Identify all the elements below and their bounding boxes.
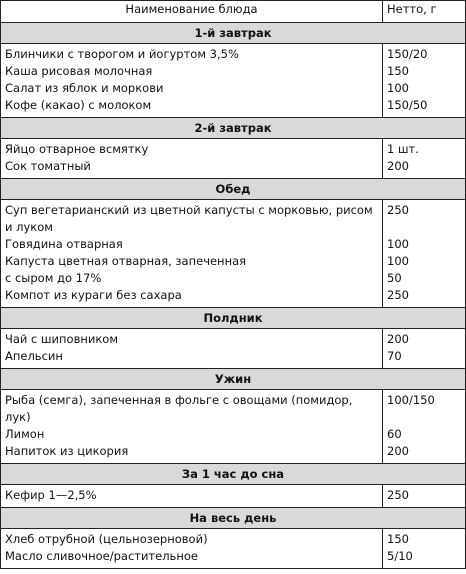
section-header xyxy=(1,23,466,44)
table-row xyxy=(1,270,466,287)
spacer-cell xyxy=(1,565,383,569)
dish-net-weight: 100 xyxy=(383,80,466,97)
table-row xyxy=(1,97,466,114)
spacer-cell xyxy=(383,565,466,569)
dish-name: Напиток из цикория xyxy=(1,443,383,460)
table-row xyxy=(1,531,466,548)
dish-name: Хлеб отрубной (цельнозерновой) xyxy=(1,531,383,548)
section-header xyxy=(1,464,466,485)
table-row xyxy=(1,63,466,80)
dish-net-weight: 150 xyxy=(383,63,466,80)
section-header xyxy=(1,308,466,329)
dish-name: Кефир 1—2,5% xyxy=(1,487,383,504)
dish-name: с сыром до 17% xyxy=(1,270,383,287)
section-title: Обед xyxy=(1,179,466,200)
table-row xyxy=(1,392,466,426)
dish-name: Компот из кураги без сахара xyxy=(1,287,383,304)
section-header xyxy=(1,369,466,390)
table-row xyxy=(1,46,466,63)
table-row xyxy=(1,443,466,460)
table-row xyxy=(1,348,466,365)
section-title: На весь день xyxy=(1,508,466,529)
dish-name: Яйцо отварное всмятку xyxy=(1,141,383,158)
dish-net-weight: 1 шт. xyxy=(383,141,466,158)
dish-name: Кофе (какао) с молоком xyxy=(1,97,383,114)
dish-name: Каша рисовая молочная xyxy=(1,63,383,80)
dish-name: Апельсин xyxy=(1,348,383,365)
dish-net-weight: 200 xyxy=(383,158,466,175)
table-row xyxy=(1,287,466,304)
dish-name: Масло сливочное/растительное xyxy=(1,548,383,565)
section-title: 2-й завтрак xyxy=(1,118,466,139)
dish-net-weight: 60 xyxy=(383,426,466,443)
dish-name: Рыба (семга), запеченная в фольге с овощами (помидор, лук) xyxy=(1,392,383,426)
table-row xyxy=(1,80,466,97)
section-title: За 1 час до сна xyxy=(1,464,466,485)
dish-name: Капуста цветная отварная, запеченная xyxy=(1,253,383,270)
table-row xyxy=(1,548,466,565)
section-header xyxy=(1,508,466,529)
dish-net-weight: 70 xyxy=(383,348,466,365)
table-row xyxy=(1,253,466,270)
table-row xyxy=(1,236,466,253)
section-title: 1-й завтрак xyxy=(1,23,466,44)
dish-net-weight: 200 xyxy=(383,331,466,348)
dish-net-weight: 100/150 xyxy=(383,392,466,426)
dish-net-weight: 100 xyxy=(383,253,466,270)
table-row xyxy=(1,331,466,348)
table-row xyxy=(1,158,466,175)
dish-net-weight: 250 xyxy=(383,487,466,504)
dish-name: Суп вегетарианский из цветной капусты с морковью, рисом и луком xyxy=(1,202,383,236)
section-title: Ужин xyxy=(1,369,466,390)
dish-net-weight: 150/20 xyxy=(383,46,466,63)
header-net: Нетто, г xyxy=(383,1,466,23)
table-row xyxy=(1,426,466,443)
section-end xyxy=(1,565,466,569)
table-row xyxy=(1,487,466,504)
dish-net-weight: 150/50 xyxy=(383,97,466,114)
table-header-row xyxy=(1,1,466,23)
dish-name: Чай с шиповником xyxy=(1,331,383,348)
header-name: Наименование блюда xyxy=(1,1,383,23)
dish-name: Говядина отварная xyxy=(1,236,383,253)
section-header xyxy=(1,179,466,200)
table-row xyxy=(1,141,466,158)
dish-net-weight: 200 xyxy=(383,443,466,460)
dish-net-weight: 5/10 xyxy=(383,548,466,565)
dish-net-weight: 250 xyxy=(383,287,466,304)
dish-net-weight: 50 xyxy=(383,270,466,287)
dish-name: Салат из яблок и моркови xyxy=(1,80,383,97)
dish-name: Блинчики с творогом и йогуртом 3,5% xyxy=(1,46,383,63)
section-header xyxy=(1,118,466,139)
dish-name: Лимон xyxy=(1,426,383,443)
dish-net-weight: 150 xyxy=(383,531,466,548)
dish-net-weight: 250 xyxy=(383,202,466,236)
section-title: Полдник xyxy=(1,308,466,329)
dish-net-weight: 100 xyxy=(383,236,466,253)
dish-name: Сок томатный xyxy=(1,158,383,175)
table-row xyxy=(1,202,466,236)
menu-body xyxy=(1,23,466,569)
